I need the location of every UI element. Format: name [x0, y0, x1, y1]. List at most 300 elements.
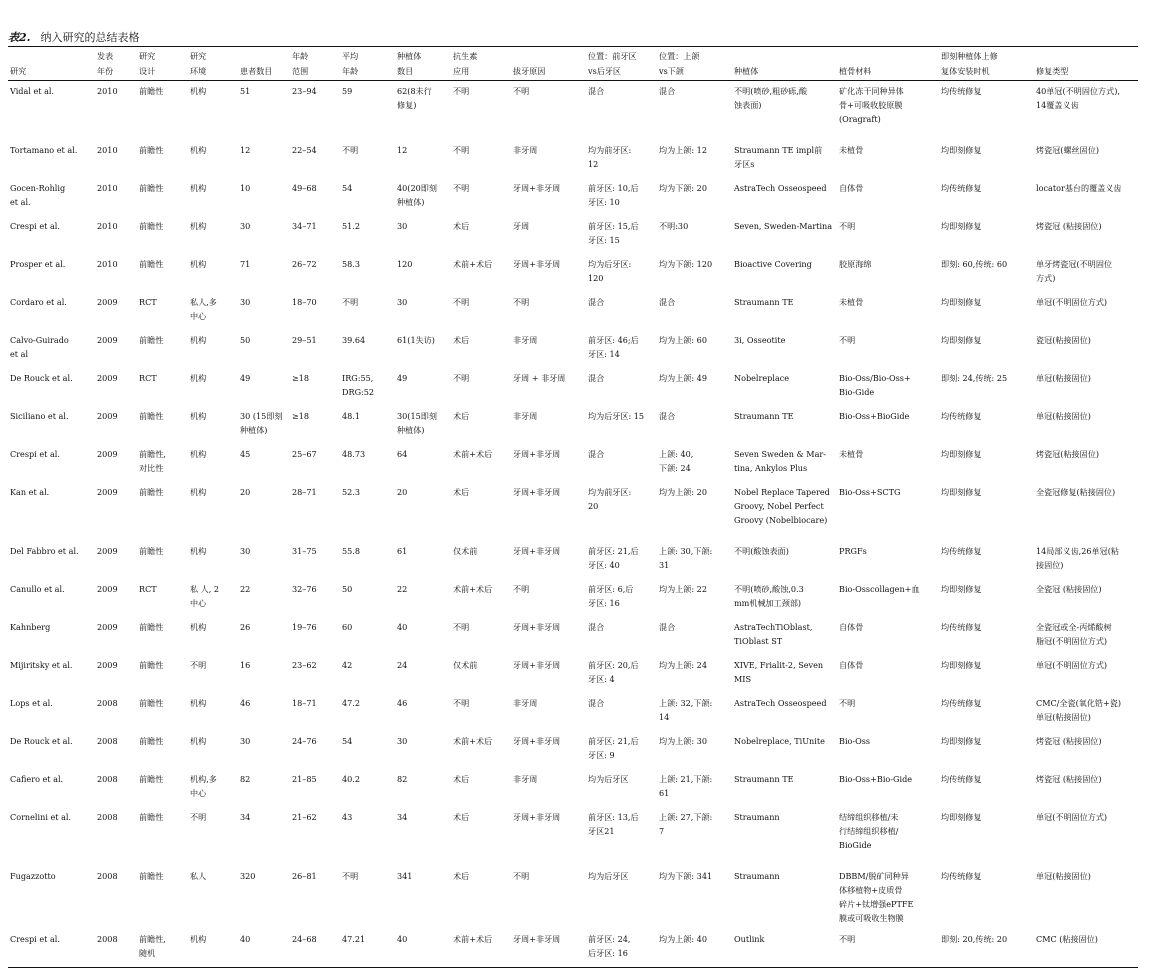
table-cell: 22	[240, 584, 251, 594]
table-cell: locator基台的覆盖义齿	[1036, 183, 1122, 193]
table-cell: Bio-Oss	[839, 736, 871, 746]
table-cell: 不明	[453, 698, 470, 708]
table-cell: 2009	[97, 660, 118, 670]
table-cell: 牙周+非牙周	[513, 660, 561, 670]
table-cell: 均为后牙区: 15	[588, 411, 645, 421]
table-cell: 40	[397, 622, 408, 632]
table-cell: 不明	[453, 622, 470, 632]
table-cell: 不明	[342, 297, 359, 307]
table-cell: 混合	[659, 86, 676, 96]
table-cell: 术后	[453, 774, 470, 784]
table-cell: AstraTech Osseospeed	[734, 698, 827, 708]
table-cell: Bio-Oss/Bio-Oss+ Bio-Gide	[839, 373, 911, 397]
table-cell: 混合	[588, 297, 605, 307]
table-cell: 2010	[97, 145, 118, 155]
table-cell: 51	[240, 86, 251, 96]
table-cell: 烤瓷冠(螺丝固位)	[1036, 145, 1099, 155]
column-header: 位置：前牙区 vs后牙区	[588, 51, 637, 76]
table-cell: 不明	[513, 584, 530, 594]
table-row	[8, 769, 1138, 807]
table-cell: Nobelreplace, TiUnite	[734, 736, 825, 746]
table-cell: 机构	[190, 698, 207, 708]
column-header: 研究	[10, 66, 27, 76]
table-cell: 341	[397, 871, 413, 881]
table-cell: Gocen-Rohlig et al.	[10, 183, 66, 207]
table-cell: 上颌: 21,下颌: 61	[659, 774, 713, 798]
table-cell: 均为上颌: 24	[659, 660, 707, 670]
table-row	[8, 178, 1138, 216]
table-cell: 50	[240, 335, 251, 345]
table-cell: 不明	[453, 86, 470, 96]
table-cell: PRGFs	[839, 546, 867, 556]
table-cell: 不明	[513, 297, 530, 307]
table-cell: 不明	[453, 183, 470, 193]
table-cell: 14局部义齿,26单冠(粘 接固位)	[1036, 546, 1119, 570]
table-cell: Kan et al.	[10, 487, 50, 497]
table-cell: 120	[397, 259, 413, 269]
table-cell: 仅术前	[453, 660, 478, 670]
table-cell: 48.73	[342, 449, 366, 459]
table-cell: 前牙区: 21,后 牙区: 9	[588, 736, 639, 760]
table-cell: 烤瓷冠 (粘接固位)	[1036, 736, 1102, 746]
table-cell: 机构	[190, 934, 207, 944]
table-cell: 49–68	[292, 183, 317, 193]
table-cell: 前牙区: 24, 后牙区: 16	[588, 934, 631, 958]
table-cell: Lops et al.	[10, 698, 53, 708]
column-header: 种植体	[734, 66, 759, 76]
table-cell: Straumann TE	[734, 297, 794, 307]
table-cell: 2008	[97, 774, 118, 784]
table-cell: 2008	[97, 736, 118, 746]
table-cell: 30 (15即刻 种植体)	[240, 411, 283, 435]
table-cell: 不明	[453, 373, 470, 383]
table-cell: Bio-Oss+Bio-Gide	[839, 774, 913, 784]
table-cell: 机构	[190, 183, 207, 193]
table-cell: Straumann TE	[734, 411, 794, 421]
table-cell: 牙周 + 非牙周	[513, 373, 566, 383]
table-cell: 不明	[839, 221, 856, 231]
table-cell: 术后	[453, 411, 470, 421]
table-cell: 均即刻修复	[941, 584, 982, 594]
table-row	[8, 541, 1138, 579]
column-header: 发表 年份	[97, 51, 114, 76]
table-cell: 54	[342, 183, 353, 193]
table-cell: Prosper et al.	[10, 259, 66, 269]
table-cell: 均即刻修复	[941, 660, 982, 670]
table-cell: Nobel Replace Tapered Groovy, Nobel Perfect Groovy (Nobelbiocare)	[734, 487, 830, 525]
table-cell: 非牙周	[513, 774, 538, 784]
table-cell: 术前+术后	[453, 259, 493, 269]
table-cell: 前瞻性	[139, 335, 164, 345]
table-cell: 前牙区: 46;后 牙区: 14	[588, 335, 639, 359]
table-cell: 20	[240, 487, 251, 497]
table-cell: 非牙周	[513, 335, 538, 345]
table-cell: 全瓷冠 (粘接固位)	[1036, 584, 1102, 594]
table-cell: 均传统修复	[941, 698, 982, 708]
table-cell: 前瞻性	[139, 86, 164, 96]
table-cell: 均即刻修复	[941, 736, 982, 746]
table-cell: 34–71	[292, 221, 317, 231]
table-cell: 前瞻性	[139, 736, 164, 746]
table-cell: 30	[397, 221, 408, 231]
table-cell: 21–62	[292, 812, 317, 822]
table-row	[8, 693, 1138, 731]
table-cell: 82	[240, 774, 251, 784]
table-cell: 31–75	[292, 546, 317, 556]
table-cell: 20	[397, 487, 408, 497]
table-cell: Cafiero et al.	[10, 774, 64, 784]
table-cell: 不明	[342, 145, 359, 155]
table-cell: 仅术前	[453, 546, 478, 556]
table-cell: 均为下颌: 120	[659, 259, 713, 269]
table-cell: 22–54	[292, 145, 317, 155]
table-cell: 烤瓷冠(粘接固位)	[1036, 449, 1099, 459]
table-cell: Mijiritsky et al.	[10, 660, 73, 670]
table-cell: 40(20即刻 种植体)	[397, 183, 437, 207]
table-cell: 59	[342, 86, 353, 96]
table-cell: 均即刻修复	[941, 335, 982, 345]
table-row	[8, 254, 1138, 292]
table-cell: 牙周+非牙周	[513, 487, 561, 497]
table-row	[8, 482, 1138, 541]
table-cell: 术后	[453, 335, 470, 345]
table-cell: 49	[397, 373, 408, 383]
column-header: 修复类型	[1036, 66, 1069, 76]
table-cell: DBBM/脱矿同种异 体移植物+皮质骨 碎片+钛增强ePTFE 膜或可吸收生物膜	[839, 871, 914, 923]
table-cell: 前瞻性	[139, 871, 164, 881]
table-label: 表2.	[8, 31, 31, 44]
table-cell: 均为下颌: 20	[659, 183, 707, 193]
table-cell: 术前+术后	[453, 449, 493, 459]
table-cell: 机构	[190, 487, 207, 497]
table-cell: 混合	[659, 622, 676, 632]
table-cell: 25–67	[292, 449, 317, 459]
table-cell: 前瞻性	[139, 487, 164, 497]
table-cell: 术前+术后	[453, 736, 493, 746]
table-cell: 60	[342, 622, 353, 632]
table-row	[8, 406, 1138, 444]
table-row	[8, 866, 1138, 929]
table-cell: 烤瓷冠 (粘接固位)	[1036, 774, 1102, 784]
table-cell: 40单冠(不明固位方式), 14覆盖义齿	[1036, 86, 1120, 110]
table-cell: 瓷冠(粘接固位)	[1036, 335, 1091, 345]
table-cell: Outlink	[734, 934, 765, 944]
table-cell: 胶原海绵	[839, 259, 872, 269]
table-cell: 机构,多 中心	[190, 774, 217, 798]
table-cell: RCT	[139, 584, 157, 594]
table-cell: 30	[240, 297, 251, 307]
table-title: 纳入研究的总结表格	[40, 31, 140, 44]
table-cell: Fugazzotto	[10, 871, 56, 881]
table-cell: Bio-Oss+BioGide	[839, 411, 910, 421]
table-cell: 34	[240, 812, 251, 822]
table-cell: 机构	[190, 449, 207, 459]
table-cell: 前瞻性	[139, 812, 164, 822]
table-cell: 21–85	[292, 774, 317, 784]
table-cell: 2009	[97, 622, 118, 632]
table-cell: 82	[397, 774, 408, 784]
table-cell: 前瞻性, 对比性	[139, 449, 166, 473]
table-cell: 61(1失访)	[397, 335, 435, 345]
table-cell: 混合	[588, 622, 605, 632]
table-cell: RCT	[139, 373, 157, 383]
table-cell: Vidal et al.	[10, 86, 55, 96]
table-cell: 均即刻修复	[941, 221, 982, 231]
table-cell: 2009	[97, 546, 118, 556]
table-cell: 43	[342, 812, 353, 822]
table-cell: 30	[397, 297, 408, 307]
table-cell: 51.2	[342, 221, 361, 231]
table-cell: 自体骨	[839, 660, 864, 670]
table-cell: 单冠(粘接固位)	[1036, 871, 1091, 881]
table-cell: De Rouck et al.	[10, 736, 73, 746]
table-cell: 前瞻性	[139, 221, 164, 231]
table-row	[8, 929, 1138, 968]
table-cell: 混合	[588, 373, 605, 383]
table-cell: 前瞻性, 随机	[139, 934, 166, 958]
table-cell: 均为后牙区: 120	[588, 259, 632, 283]
table-cell: 28–71	[292, 487, 317, 497]
table-cell: 矿化冻干同种异体 骨+可吸收胶原膜 (Oragraft)	[839, 86, 904, 124]
table-cell: 牙周+非牙周	[513, 812, 561, 822]
table-cell: 48.1	[342, 411, 361, 421]
table-cell: 未植骨	[839, 297, 864, 307]
table-cell: 均为前牙区: 12	[588, 145, 632, 169]
table-cell: ≥18	[292, 411, 310, 421]
table-cell: Tortamano et al.	[10, 145, 78, 155]
table-cell: 机构	[190, 259, 207, 269]
table-cell: 即刻: 60,传统: 60	[941, 259, 1008, 269]
table-cell: 均即刻修复	[941, 487, 982, 497]
table-cell: Nobelreplace	[734, 373, 790, 383]
table-row	[8, 617, 1138, 655]
summary-table	[8, 46, 1138, 968]
table-cell: 前瞻性	[139, 774, 164, 784]
table-cell: 不明	[513, 86, 530, 96]
table-cell: 2010	[97, 183, 118, 193]
table-cell: ≥18	[292, 373, 310, 383]
table-cell: 牙周+非牙周	[513, 622, 561, 632]
table-cell: 12	[240, 145, 251, 155]
table-cell: 前瞻性	[139, 183, 164, 193]
table-cell: 均为上颌: 40	[659, 934, 707, 944]
table-body	[8, 81, 1138, 968]
table-row	[8, 579, 1138, 617]
table-cell: Straumann TE	[734, 774, 794, 784]
table-cell: 2009	[97, 373, 118, 383]
table-cell: 均传统修复	[941, 871, 982, 881]
table-row	[8, 81, 1138, 141]
table-cell: 不明:30	[659, 221, 689, 231]
table-cell: 64	[397, 449, 408, 459]
table-cell: 30	[240, 736, 251, 746]
column-header: 研究 设计	[139, 51, 156, 76]
table-cell: 18–71	[292, 698, 317, 708]
table-cell: 上颌: 32,下颌: 14	[659, 698, 713, 722]
table-cell: 71	[240, 259, 251, 269]
table-cell: 均传统修复	[941, 411, 982, 421]
column-header: 位置：上颌 vs下颌	[659, 51, 700, 76]
table-cell: 61	[397, 546, 408, 556]
table-cell: 23–94	[292, 86, 317, 96]
table-cell: 不明(喷砂,酸蚀,0.3 mm机械加工颈部)	[734, 584, 804, 608]
table-cell: 私 人, 2 中心	[190, 584, 220, 608]
table-cell: 牙周+非牙周	[513, 449, 561, 459]
table-cell: 机构	[190, 736, 207, 746]
table-cell: 10	[240, 183, 251, 193]
table-cell: Kahnberg	[10, 622, 51, 632]
table-cell: 牙周+非牙周	[513, 546, 561, 556]
column-header: 即刻种植体上修 复体安装时机	[941, 51, 998, 76]
table-cell: 术前+术后	[453, 584, 493, 594]
table-cell: 全瓷冠修复(粘接固位)	[1036, 487, 1116, 497]
table-cell: 不明	[342, 871, 359, 881]
table-cell: 术后	[453, 871, 470, 881]
table-cell: Seven, Sweden-Martina	[734, 221, 833, 231]
table-cell: Canullo et al.	[10, 584, 65, 594]
table-cell: 均即刻修复	[941, 449, 982, 459]
table-cell: 26	[240, 622, 251, 632]
table-cell: Crespi et al.	[10, 934, 60, 944]
table-cell: 单冠(不明固位方式)	[1036, 297, 1108, 307]
table-cell: 牙周+非牙周	[513, 259, 561, 269]
table-cell: 前瞻性	[139, 145, 164, 155]
table-cell: 2009	[97, 584, 118, 594]
table-cell: 自体骨	[839, 622, 864, 632]
table-cell: 均为上颌: 49	[659, 373, 707, 383]
table-row	[8, 655, 1138, 693]
table-cell: 58.3	[342, 259, 361, 269]
table-cell: 均即刻修复	[941, 145, 982, 155]
table-cell: 不明(喷砂,粗砂砾,酸 蚀表面)	[734, 86, 808, 110]
table-cell: 均为后牙区	[588, 774, 629, 784]
table-cell: 均为上颌: 60	[659, 335, 707, 345]
table-cell: 19–76	[292, 622, 317, 632]
table-cell: 自体骨	[839, 183, 864, 193]
table-cell: 牙周	[513, 221, 530, 231]
table-cell: CMC (粘接固位)	[1036, 934, 1098, 944]
table-cell: 均传统修复	[941, 183, 982, 193]
table-cell: 2008	[97, 871, 118, 881]
table-cell: 术后	[453, 221, 470, 231]
table-cell: 前牙区: 6,后 牙区: 16	[588, 584, 634, 608]
table-cell: 24–76	[292, 736, 317, 746]
table-cell: Calvo-Guirado et al	[10, 335, 69, 359]
table-cell: AstraTech Osseospeed	[734, 183, 827, 193]
table-row	[8, 216, 1138, 254]
table-cell: 不明	[839, 335, 856, 345]
table-cell: 前瞻性	[139, 622, 164, 632]
table-cell: RCT	[139, 297, 157, 307]
column-header: 研究 环境	[190, 51, 207, 76]
table-cell: 即刻: 24,传统: 25	[941, 373, 1008, 383]
table-cell: 前牙区: 10,后 牙区: 10	[588, 183, 639, 207]
table-cell: 均为上颌: 20	[659, 487, 707, 497]
table-row	[8, 444, 1138, 482]
table-cell: 非牙周	[513, 145, 538, 155]
table-cell: 55.8	[342, 546, 361, 556]
table-cell: CMC/全瓷(氧化锆+瓷) 单冠(粘接固位)	[1036, 698, 1122, 722]
table-cell: 2009	[97, 487, 118, 497]
table-cell: Bioactive Covering	[734, 259, 812, 269]
table-row	[8, 368, 1138, 406]
table-cell: 机构	[190, 145, 207, 155]
table-row	[8, 292, 1138, 330]
column-header: 种植体 数目	[397, 51, 422, 76]
table-cell: 均为前牙区: 20	[588, 487, 632, 511]
table-cell: 未植骨	[839, 449, 864, 459]
table-cell: 机构	[190, 86, 207, 96]
table-cell: 单冠(不明固位方式)	[1036, 812, 1108, 822]
table-cell: 混合	[588, 86, 605, 96]
table-cell: 前牙区: 15,后 牙区: 15	[588, 221, 639, 245]
table-cell: 全瓷冠或全-丙烯酸树 脂冠(不明固位方式)	[1036, 622, 1112, 646]
table-cell: 16	[240, 660, 251, 670]
table-cell: 50	[342, 584, 353, 594]
table-cell: 不明(酸蚀表面)	[734, 546, 789, 556]
table-cell: 2010	[97, 86, 118, 96]
table-cell: 私人	[190, 871, 207, 881]
table-cell: 均为上颌: 22	[659, 584, 707, 594]
table-cell: 30	[240, 546, 251, 556]
column-header: 患者数目	[240, 66, 273, 76]
table-cell: 前牙区: 21,后 牙区: 40	[588, 546, 639, 570]
table-cell: 均为下颌: 341	[659, 871, 713, 881]
table-cell: 2008	[97, 934, 118, 944]
table-cell: 39.64	[342, 335, 366, 345]
table-cell: 单冠(粘接固位)	[1036, 373, 1091, 383]
table-cell: 单冠(不明固位方式)	[1036, 660, 1108, 670]
table-cell: 牙周+非牙周	[513, 183, 561, 193]
table-cell: 2009	[97, 335, 118, 345]
table-cell: 3i, Osseotite	[734, 335, 786, 345]
table-row	[8, 140, 1138, 178]
table-cell: 未植骨	[839, 145, 864, 155]
table-cell: Straumann	[734, 871, 780, 881]
table-cell: 2009	[97, 449, 118, 459]
table-row	[8, 731, 1138, 769]
table-cell: 46	[240, 698, 251, 708]
column-header: 抗生素 应用	[453, 51, 478, 76]
table-cell: 均传统修复	[941, 86, 982, 96]
table-cell: 47.2	[342, 698, 361, 708]
table-cell: XIVE, Frialit-2, Seven MIS	[734, 660, 824, 684]
table-cell: 12	[397, 145, 408, 155]
table-cell: 不明	[513, 871, 530, 881]
table-cell: 前瞻性	[139, 698, 164, 708]
table-cell: Straumann TE impl前 牙区s	[734, 145, 823, 169]
table-cell: 术后	[453, 812, 470, 822]
table-cell: 26–81	[292, 871, 317, 881]
table-cell: 混合	[588, 449, 605, 459]
table-cell: 29–51	[292, 335, 317, 345]
table-cell: 40	[397, 934, 408, 944]
table-cell: 46	[397, 698, 408, 708]
table-cell: 不明	[453, 145, 470, 155]
table-cell: Del Fabbro et al.	[10, 546, 79, 556]
table-cell: 不明	[453, 297, 470, 307]
table-cell: 30	[397, 736, 408, 746]
table-cell: 320	[240, 871, 256, 881]
table-cell: 不明	[839, 698, 856, 708]
table-cell: 45	[240, 449, 251, 459]
table-cell: 机构	[190, 546, 207, 556]
table-cell: 机构	[190, 622, 207, 632]
table-cell: 机构	[190, 335, 207, 345]
table-cell: 牙周+非牙周	[513, 934, 561, 944]
table-cell: 47.21	[342, 934, 366, 944]
table-cell: Crespi et al.	[10, 221, 60, 231]
